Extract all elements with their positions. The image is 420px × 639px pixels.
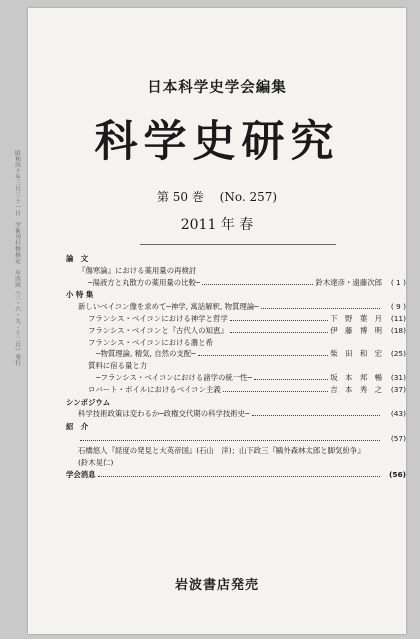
toc-entry bbox=[66, 277, 406, 289]
toc-entry-title: (鈴木晃仁) bbox=[78, 457, 114, 467]
toc-section-heading bbox=[66, 253, 406, 265]
toc-entry-author: 柴 田 和 宏 bbox=[330, 349, 382, 359]
divider bbox=[140, 244, 336, 245]
dot-leader bbox=[198, 349, 329, 356]
toc-entry-author: 吉 本 秀 之 bbox=[330, 384, 382, 394]
toc-entry-title: 学会消息 bbox=[66, 470, 96, 480]
toc-entry bbox=[66, 348, 406, 360]
toc-entry-page: (57) bbox=[390, 433, 406, 443]
toc-entry-page: (18) bbox=[390, 325, 406, 335]
toc-section-label: シンポジウム bbox=[66, 397, 111, 407]
journal-title: 科学史研究 bbox=[94, 117, 340, 167]
toc-entry-title: 新しいベイコン像を求めて─神学, 寓話解釈, 物質理論─ bbox=[78, 302, 259, 312]
dot-leader bbox=[202, 278, 313, 285]
toc-entry-page: (37) bbox=[390, 384, 406, 394]
toc-entry bbox=[66, 408, 406, 420]
toc-section-heading bbox=[66, 469, 406, 481]
toc-section-heading bbox=[66, 289, 406, 301]
toc-entry-page: ( 1 ) bbox=[390, 277, 406, 287]
toc-entry bbox=[66, 313, 406, 325]
toc-entry bbox=[66, 457, 406, 469]
toc-entry bbox=[66, 337, 406, 349]
toc-entry bbox=[66, 301, 406, 313]
table-of-contents bbox=[66, 252, 406, 481]
toc-entry-page: (25) bbox=[390, 349, 406, 359]
toc-section-label: 論 文 bbox=[66, 254, 89, 263]
toc-section-heading bbox=[66, 421, 406, 433]
toc-entry-author: 鈴木達彦・遠藤次郎 bbox=[315, 277, 382, 287]
publisher: 岩波書店発売 bbox=[174, 578, 259, 593]
volume-line bbox=[28, 188, 406, 205]
toc-section-heading bbox=[66, 397, 406, 409]
toc-entry bbox=[66, 325, 406, 337]
dot-leader bbox=[261, 302, 380, 309]
toc-entry-title: 科学技術政策は変わるか─政権交代期の科学技術史─ bbox=[78, 409, 250, 419]
toc-entry-page: (43) bbox=[390, 409, 406, 419]
dot-leader bbox=[98, 470, 380, 477]
dot-leader bbox=[80, 434, 380, 441]
toc-entry-title: 石橋悠人『経度の発見と大英帝国』(石山 洋)；山下政三『鷗外森林太郎と脚気紛争』 bbox=[78, 445, 365, 455]
toc-entry-title: ロバート・ボイルにおけるベイコン主義 bbox=[88, 384, 221, 394]
toc-entry bbox=[66, 445, 406, 457]
toc-entry-author: 伊 藤 博 明 bbox=[330, 325, 382, 335]
toc-entry-page: (56) bbox=[388, 470, 406, 480]
toc-entry-title: フランシス・ベイコンにおける濃と希 bbox=[88, 337, 213, 347]
toc-entry-title: 質料に宿る量と力 bbox=[88, 361, 148, 371]
toc-entry-page: ( 9 ) bbox=[390, 302, 406, 312]
toc-entry-title: フランシス・ベイコンにおける神学と哲学 bbox=[88, 313, 228, 323]
toc-section-label: 小 特 集 bbox=[66, 290, 94, 300]
dot-leader bbox=[230, 314, 329, 321]
toc-entry-author: 下 野 葉 月 bbox=[330, 313, 382, 323]
toc-entry bbox=[66, 433, 406, 445]
volume-number: 第 50 巻 bbox=[156, 190, 204, 204]
dot-leader bbox=[223, 385, 329, 392]
toc-entry-page: (31) bbox=[390, 372, 406, 382]
toc-entry bbox=[66, 360, 406, 372]
toc-entry bbox=[66, 384, 406, 396]
editor-credit: 日本科学史学会編集 bbox=[147, 80, 287, 96]
toc-section-label: 紹 介 bbox=[66, 422, 89, 432]
toc-entry-title: 『傷寒論』における薬用量の再検討 bbox=[78, 265, 197, 275]
toc-entry bbox=[66, 265, 406, 277]
issue-number: (No. 257) bbox=[219, 190, 278, 204]
dot-leader bbox=[230, 326, 329, 333]
toc-entry-title: ─湯液方と丸散方の薬用量の比較─ bbox=[88, 277, 201, 287]
toc-entry-title: フランシス・ベイコンと『古代人の知恵』 bbox=[88, 325, 228, 335]
toc-entry-page: (11) bbox=[390, 313, 406, 323]
issue-season: 2011 年 春 bbox=[180, 217, 254, 233]
toc-entry-title: ─物質理論, 精気, 自然の支配─ bbox=[96, 349, 196, 359]
toc-entry bbox=[66, 372, 406, 384]
spine-text: 昭和四十年三月三十一日 学術刊行物指定 年四回（三・六・九・十二月）発行 bbox=[14, 150, 20, 366]
journal-cover bbox=[28, 8, 406, 634]
dot-leader bbox=[252, 409, 381, 416]
toc-entry-author: 坂 本 邦 暢 bbox=[330, 372, 382, 382]
dot-leader bbox=[254, 373, 328, 380]
toc-entry-title: ─フランシス・ベイコンにおける諸学の統一性─ bbox=[96, 372, 253, 382]
